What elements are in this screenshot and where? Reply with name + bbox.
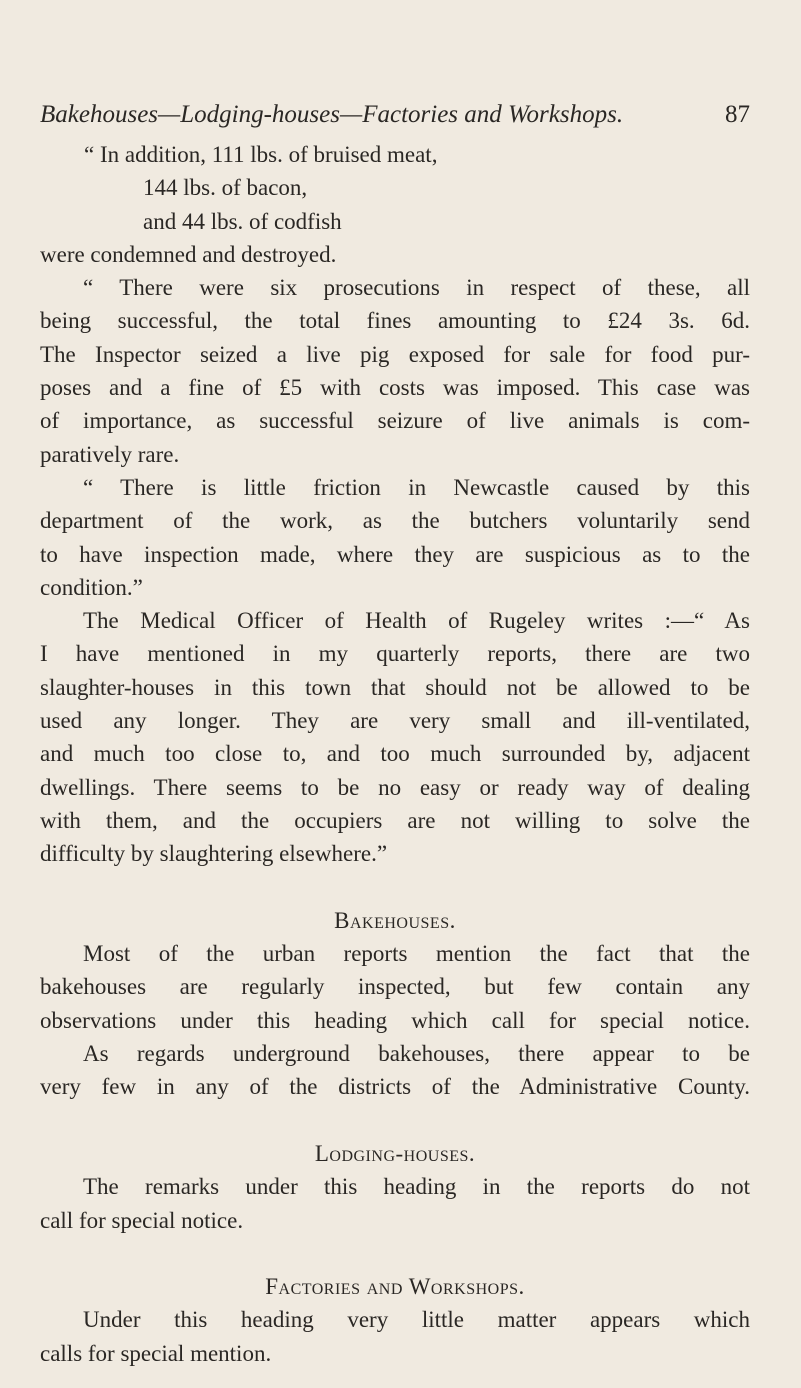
text-line: Most of the urban reports mention the fact that the [83,941,750,967]
section-heading-lodging-houses: Lodging-houses. [314,1140,476,1166]
text-line: and 44 lbs. of codfish [143,208,342,234]
text-line: dwellings. There seems to be no easy or ready way of dealing [40,774,750,800]
text-line: I have mentioned in my quarterly reports, there are two [40,641,750,667]
body-text [40,138,750,1370]
text-line: difficulty by slaughtering elsewhere.” [40,841,388,867]
text-line: to have inspection made, where they are suspicious as to the [40,541,750,567]
text-line: being successful, the total fines amounting to £24 3s. 6d. [40,308,750,334]
text-line: The Inspector seized a live pig exposed for sale for food pur- [40,341,750,367]
running-head [40,98,750,132]
running-title: Bakehouses—Lodging-houses—Factories and Workshops. [40,101,624,128]
text-line: “ There is little friction in Newcastle caused by this [83,474,750,500]
text-line: department of the work, as the butchers voluntarily send [40,508,750,534]
section-heading-factories-and-workshops: Factories and Workshops. [265,1274,525,1300]
text-line: observations under this heading which call for special notice. [40,1007,750,1033]
text-line: Under this heading very little matter appears which [83,1307,750,1333]
text-line: bakehouses are regularly inspected, but few contain any [40,974,750,1000]
text-line: poses and a fine of £5 with costs was imposed. This case was [40,375,750,401]
text-line: “ In addition, 111 lbs. of bruised meat, [84,142,438,167]
text-line: very few in any of the districts of the Administrative County. [40,1074,750,1100]
text-line: As regards underground bakehouses, there appear to be [83,1041,750,1067]
text-line: condition.” [40,574,143,600]
text-line: of importance, as successful seizure of live animals is com- [40,408,750,434]
text-line: and much too close to, and too much surrounded by, adjacent [40,741,750,767]
text-line: The Medical Officer of Health of Rugeley writes :—“ As [83,608,750,634]
text-line: call for special notice. [40,1207,244,1233]
text-line: “ There were six prosecutions in respect of these, all [83,275,750,301]
section-heading-bakehouses: Bakehouses. [334,907,456,933]
text-line: with them, and the occupiers are not willing to solve the [40,807,750,833]
text-line: 144 lbs. of bacon, [143,175,308,201]
text-line: used any longer. They are very small and ill-ventilated, [40,708,750,734]
text-line: The remarks under this heading in the reports do not [83,1174,750,1200]
text-line: paratively rare. [40,441,180,467]
text-line: calls for special mention. [40,1340,272,1366]
text-line: were condemned and destroyed. [40,241,337,267]
text-line: slaughter-houses in this town that should not be allowed to be [40,674,750,700]
page-number: 87 [725,101,750,128]
